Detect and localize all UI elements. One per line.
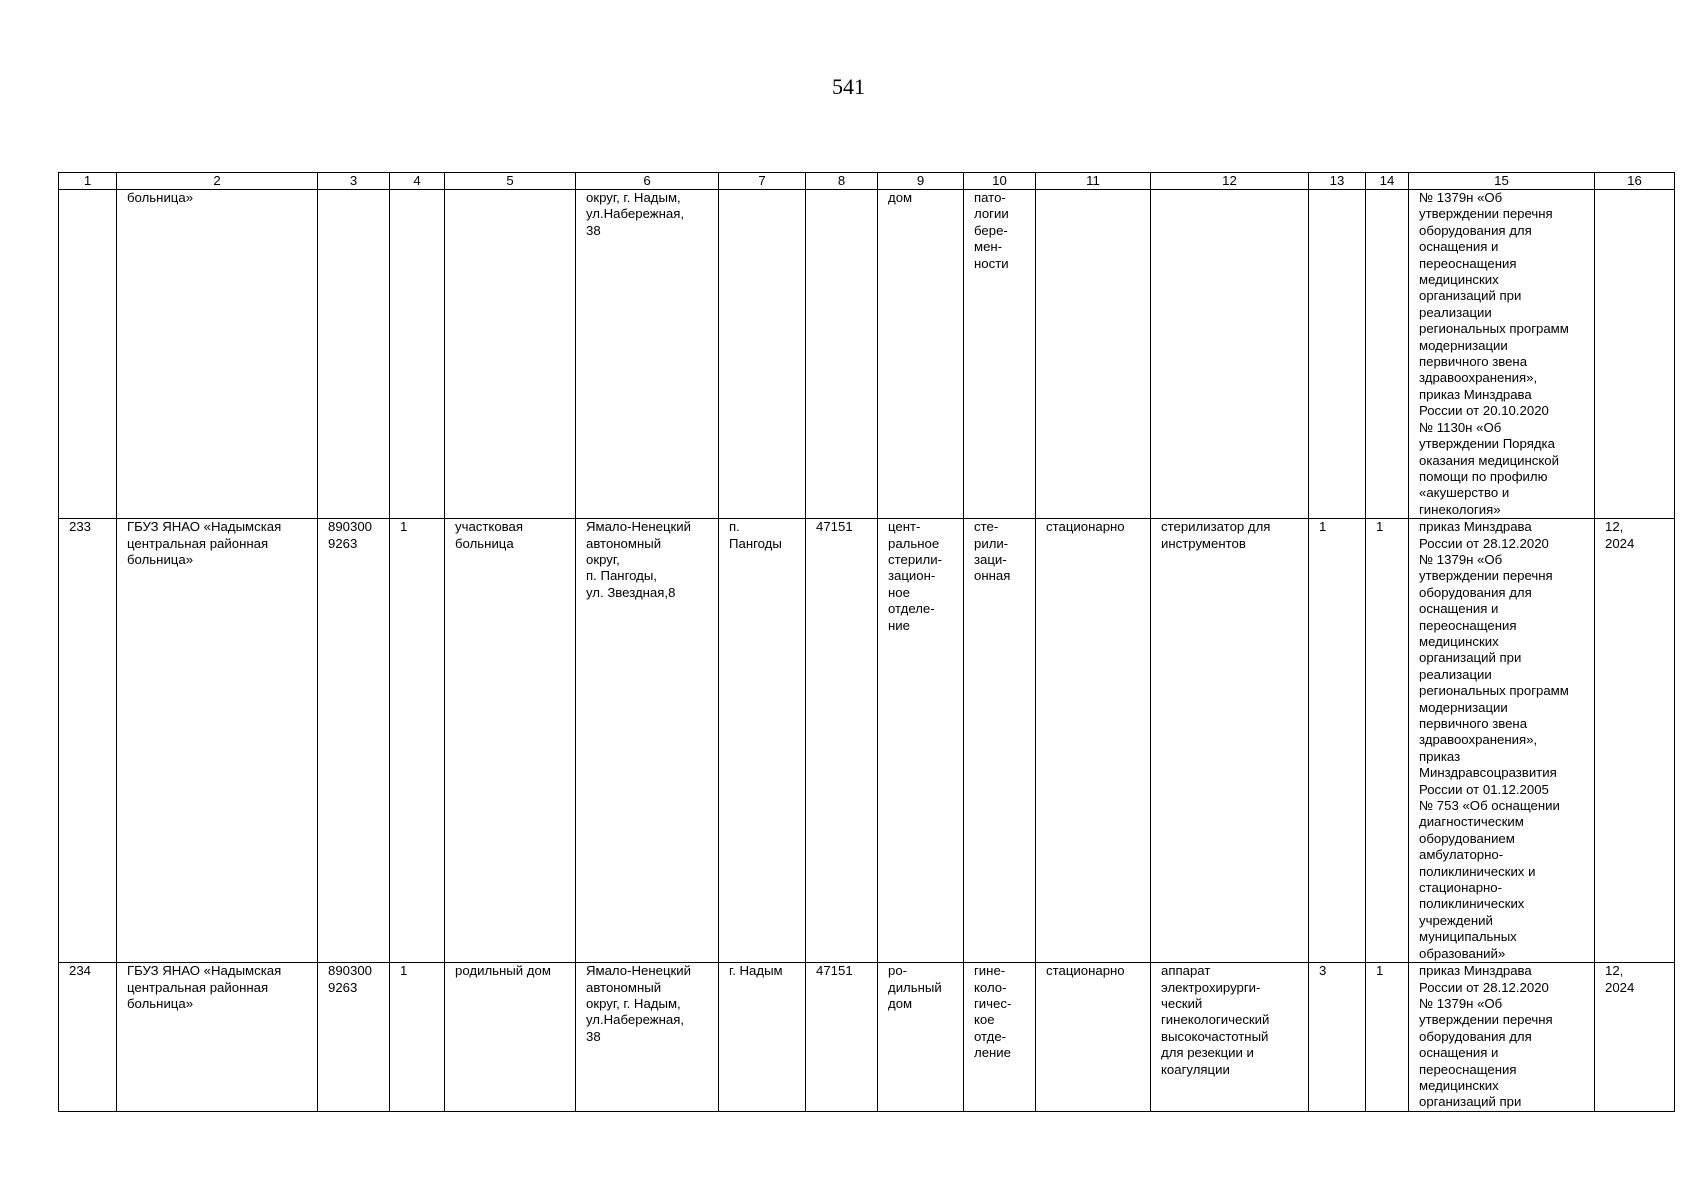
cell-organization: ГБУЗ ЯНАО «Надымская центральная районная больница» <box>117 963 318 1112</box>
column-header: 13 <box>1309 173 1366 190</box>
column-header: 12 <box>1151 173 1309 190</box>
cell-col14 <box>1366 190 1409 519</box>
cell-address: Ямало-Ненецкий автономный округ, п. Пангоды, ул. Звездная,8 <box>576 519 719 963</box>
column-header: 4 <box>390 173 445 190</box>
cell-equipment <box>1151 190 1309 519</box>
cell-col14: 1 <box>1366 519 1409 963</box>
cell-care-conditions <box>1036 190 1151 519</box>
cell-col4: 1 <box>390 519 445 963</box>
cell-oktmo <box>806 190 878 519</box>
cell-col4 <box>390 190 445 519</box>
cell-row-number: 233 <box>59 519 117 963</box>
cell-settlement: п. Пангоды <box>719 519 806 963</box>
cell-unit: цент- ральное стерили- зацион- ное отделе- ние <box>878 519 964 963</box>
column-header: 2 <box>117 173 318 190</box>
cell-address: Ямало-Ненецкий автономный округ, г. Надым, ул.Набережная, 38 <box>576 963 719 1112</box>
column-header: 7 <box>719 173 806 190</box>
column-header: 15 <box>1409 173 1595 190</box>
column-header: 8 <box>806 173 878 190</box>
column-header: 6 <box>576 173 719 190</box>
table-row <box>59 963 1675 1112</box>
cell-facility-type <box>445 190 576 519</box>
table-header-row <box>59 173 1675 190</box>
cell-settlement: г. Надым <box>719 963 806 1112</box>
cell-equipment: стерилизатор для инструментов <box>1151 519 1309 963</box>
column-header: 16 <box>1595 173 1675 190</box>
cell-code <box>318 190 390 519</box>
cell-col13: 3 <box>1309 963 1366 1112</box>
cell-col14: 1 <box>1366 963 1409 1112</box>
cell-row-number <box>59 190 117 519</box>
cell-legal-basis: приказ Минздрава России от 28.12.2020 № 1379н «Об утверждении перечня оборудования для оснащения и переоснащения медицинских организаций при реализации региональных программ модернизации первичного звена здравоохранения», приказ Минздравсоцразвития России от 01.12.2005 № 753 «Об оснащении диагностическим оборудованием амбулаторно- поликлинических и стационарно- поликлинических учреждений муниципальных образований» <box>1409 519 1595 963</box>
column-header: 1 <box>59 173 117 190</box>
cell-unit: ро- дильный дом <box>878 963 964 1112</box>
cell-organization: ГБУЗ ЯНАО «Надымская центральная районная больница» <box>117 519 318 963</box>
cell-oktmo: 47151 <box>806 963 878 1112</box>
table-row <box>59 519 1675 963</box>
column-header: 11 <box>1036 173 1151 190</box>
cell-deadline: 12, 2024 <box>1595 519 1675 963</box>
cell-deadline: 12, 2024 <box>1595 963 1675 1112</box>
cell-facility-type: участковая больница <box>445 519 576 963</box>
cell-address: округ, г. Надым, ул.Набережная, 38 <box>576 190 719 519</box>
column-header: 3 <box>318 173 390 190</box>
table-row <box>59 190 1675 519</box>
cell-department: гине- коло- гичес- кое отде- ление <box>964 963 1036 1112</box>
cell-deadline <box>1595 190 1675 519</box>
column-header: 10 <box>964 173 1036 190</box>
cell-legal-basis: приказ Минздрава России от 28.12.2020 № 1379н «Об утверждении перечня оборудования для оснащения и переоснащения медицинских организаций при <box>1409 963 1595 1112</box>
cell-oktmo: 47151 <box>806 519 878 963</box>
cell-row-number: 234 <box>59 963 117 1112</box>
cell-department: пато- логии бере- мен- ности <box>964 190 1036 519</box>
column-header: 5 <box>445 173 576 190</box>
cell-organization: больница» <box>117 190 318 519</box>
cell-col4: 1 <box>390 963 445 1112</box>
cell-code: 890300 9263 <box>318 963 390 1112</box>
cell-department: сте- рили- заци- онная <box>964 519 1036 963</box>
cell-col13: 1 <box>1309 519 1366 963</box>
column-header: 9 <box>878 173 964 190</box>
cell-facility-type: родильный дом <box>445 963 576 1112</box>
cell-care-conditions: стационарно <box>1036 519 1151 963</box>
cell-col13 <box>1309 190 1366 519</box>
cell-legal-basis: № 1379н «Об утверждении перечня оборудования для оснащения и переоснащения медицинских организаций при реализации региональных программ модернизации первичного звена здравоохранения», приказ Минздрава России от 20.10.2020 № 1130н «Об утверждении Порядка оказания медицинской помощи по профилю «акушерство и гинекология» <box>1409 190 1595 519</box>
cell-care-conditions: стационарно <box>1036 963 1151 1112</box>
cell-equipment: аппарат электрохирурги- ческий гинекологический высокочастотный для резекции и коагуляции <box>1151 963 1309 1112</box>
equipment-table <box>58 172 1675 1112</box>
cell-unit: дом <box>878 190 964 519</box>
column-header: 14 <box>1366 173 1409 190</box>
page-number: 541 <box>832 74 865 99</box>
cell-code: 890300 9263 <box>318 519 390 963</box>
cell-settlement <box>719 190 806 519</box>
